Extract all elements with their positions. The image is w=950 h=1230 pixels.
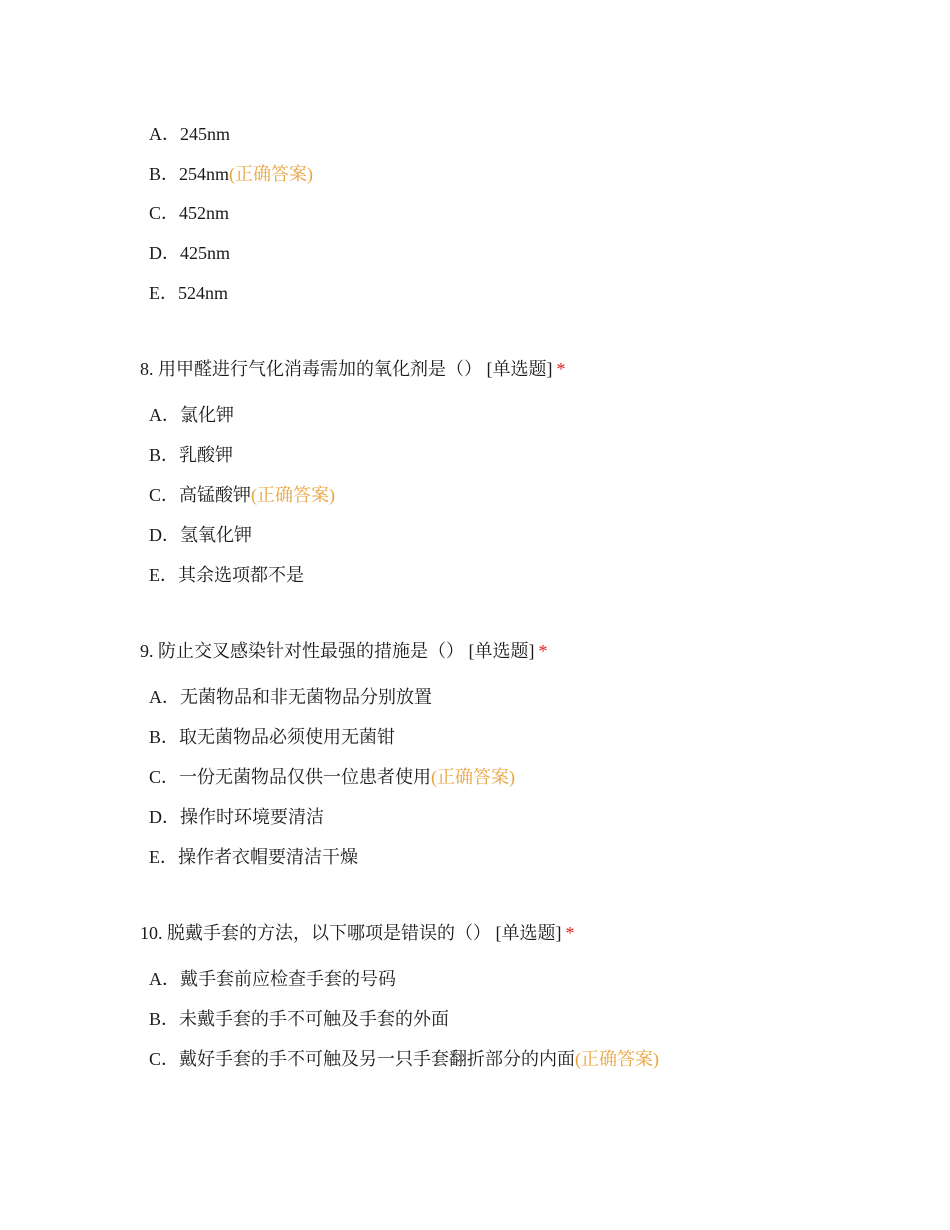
option-letter: A． (149, 124, 180, 144)
option-letter: D． (149, 807, 180, 827)
option-text: 未戴手套的手不可触及手套的外面 (179, 1009, 450, 1029)
q10-option-b[interactable] (149, 1007, 449, 1031)
q8-option-e[interactable] (149, 563, 304, 587)
option-letter: D． (149, 243, 180, 263)
q7-option-e[interactable] (149, 281, 228, 305)
option-letter: A． (149, 969, 180, 989)
correct-answer-mark: (正确答案) (431, 767, 516, 787)
option-text: 氢氧化钾 (180, 525, 252, 545)
option-text: 无菌物品和非无菌物品分别放置 (180, 687, 432, 707)
option-text: 254nm (179, 164, 230, 184)
option-text: 操作者衣帽要清洁干燥 (178, 847, 358, 867)
option-text: 取无菌物品必须使用无菌钳 (179, 727, 396, 747)
q9-option-d[interactable] (149, 805, 324, 829)
option-text: 452nm (179, 203, 230, 223)
required-asterisk: * (538, 641, 548, 661)
required-asterisk: * (556, 359, 566, 379)
correct-answer-mark: (正确答案) (251, 485, 336, 505)
option-letter: C． (149, 485, 180, 505)
q9-option-e[interactable] (149, 845, 358, 869)
q10-title (140, 921, 575, 945)
option-letter: A． (149, 405, 180, 425)
option-letter: E． (149, 565, 178, 585)
option-text: 氯化钾 (180, 405, 234, 425)
q8-title (140, 357, 566, 381)
option-letter: B． (149, 727, 180, 747)
q8-option-a[interactable] (149, 403, 234, 427)
option-text: 高锰酸钾 (179, 485, 252, 505)
option-text: 245nm (180, 124, 231, 144)
option-letter: D． (149, 525, 180, 545)
q8-option-b[interactable] (149, 443, 233, 467)
question-text: 10. 脱戴手套的方法，以下哪项是错误的（） [单选题] (140, 923, 562, 943)
q7-option-b[interactable] (149, 162, 313, 186)
q10-option-a[interactable] (149, 967, 396, 991)
option-letter: B． (149, 164, 180, 184)
option-text: 其余选项都不是 (178, 565, 304, 585)
q9-option-c[interactable] (149, 765, 515, 789)
correct-answer-mark: (正确答案) (229, 164, 314, 184)
option-text: 乳酸钾 (179, 445, 234, 465)
q7-option-c[interactable] (149, 201, 229, 225)
q10-option-c[interactable] (149, 1047, 659, 1071)
q9-option-b[interactable] (149, 725, 395, 749)
option-text: 戴手套前应检查手套的号码 (180, 969, 396, 989)
q7-option-d[interactable] (149, 241, 230, 265)
option-letter: E． (149, 283, 178, 303)
correct-answer-mark: (正确答案) (575, 1049, 660, 1069)
option-text: 操作时环境要清洁 (180, 807, 324, 827)
option-text: 一份无菌物品仅供一位患者使用 (179, 767, 432, 787)
option-letter: A． (149, 687, 180, 707)
q8-option-c[interactable] (149, 483, 335, 507)
option-text: 524nm (178, 283, 229, 303)
option-text: 425nm (180, 243, 231, 263)
required-asterisk: * (565, 923, 575, 943)
q9-option-a[interactable] (149, 685, 432, 709)
q9-title (140, 639, 548, 663)
option-letter: B． (149, 445, 180, 465)
question-text: 8. 用甲醛进行气化消毒需加的氧化剂是（） [单选题] (140, 359, 553, 379)
option-letter: B． (149, 1009, 180, 1029)
option-text: 戴好手套的手不可触及另一只手套翻折部分的内面 (179, 1049, 576, 1069)
option-letter: E． (149, 847, 178, 867)
option-letter: C． (149, 1049, 180, 1069)
option-letter: C． (149, 767, 180, 787)
q8-option-d[interactable] (149, 523, 252, 547)
question-text: 9. 防止交叉感染针对性最强的措施是（） [单选题] (140, 641, 535, 661)
option-letter: C． (149, 203, 180, 223)
q7-option-a[interactable] (149, 122, 230, 146)
